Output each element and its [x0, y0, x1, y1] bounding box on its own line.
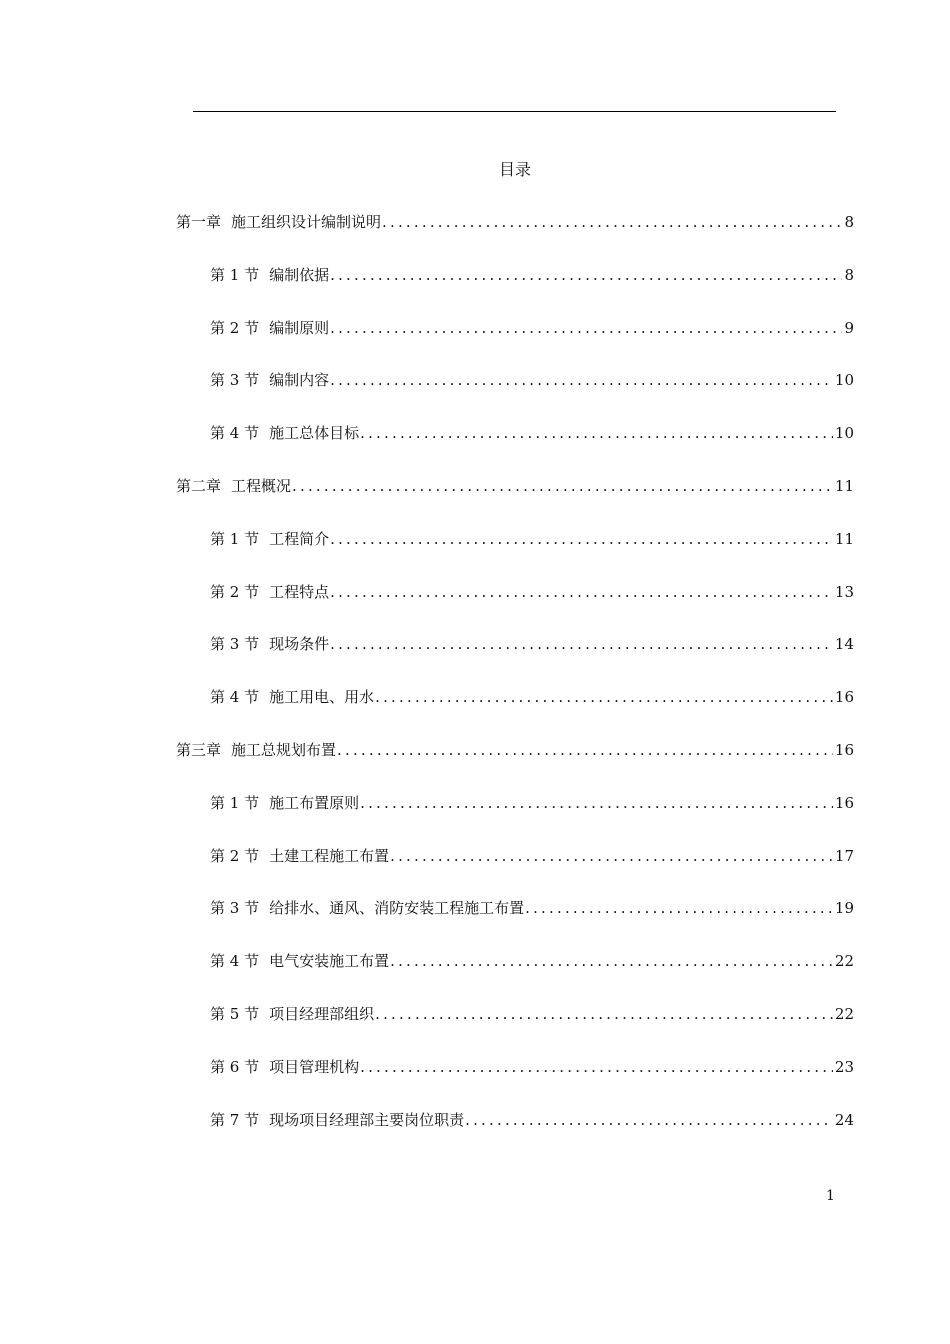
toc-entry-page: 16	[834, 741, 854, 759]
toc-dot-leader	[360, 1055, 833, 1079]
toc-entry-title: 施工用电、用水	[269, 688, 375, 707]
toc-entry-number: 第三章	[176, 741, 222, 759]
toc-entry-page: 23	[834, 1057, 854, 1076]
toc-entry-title: 电气安装施工布置	[269, 952, 390, 971]
toc-dot-leader	[382, 210, 842, 234]
toc-entry-page: 13	[834, 582, 854, 601]
toc-entry-number: 第 1 节	[210, 265, 260, 284]
header-rule	[193, 111, 836, 112]
toc-dot-leader	[375, 1002, 833, 1026]
toc-dot-leader	[330, 368, 833, 392]
toc-dot-leader	[292, 474, 833, 498]
toc-entry-title: 施工总体目标	[269, 424, 360, 443]
toc-chapter-entry[interactable]	[176, 738, 854, 762]
toc-entry-number: 第 2 节	[210, 846, 260, 865]
toc-dot-leader	[375, 685, 833, 709]
toc-section-entry[interactable]	[210, 1108, 854, 1132]
toc-entry-page: 14	[834, 635, 854, 654]
toc-entry-title: 施工组织设计编制说明	[231, 213, 382, 231]
toc-dot-leader	[337, 738, 833, 762]
toc-entry-page: 16	[834, 688, 854, 707]
page-number: 1	[826, 1188, 835, 1204]
toc-dot-leader	[330, 632, 833, 656]
toc-entry-page: 9	[844, 318, 854, 337]
toc-section-entry[interactable]	[210, 632, 854, 656]
toc-title: 目录	[498, 160, 531, 179]
toc-dot-leader	[330, 316, 842, 340]
toc-entry-number: 第 6 节	[210, 1057, 260, 1076]
toc-entry-page: 22	[834, 1005, 854, 1023]
toc-entry-page: 17	[834, 846, 854, 865]
toc-entry-number: 第 4 节	[210, 688, 260, 707]
toc-entry-page: 11	[834, 529, 854, 548]
toc-section-entry[interactable]	[210, 949, 854, 973]
toc-dot-leader	[390, 844, 833, 868]
toc-section-entry[interactable]	[210, 791, 854, 815]
toc-entry-title: 项目经理部组织	[269, 1005, 375, 1023]
toc-dot-leader	[330, 263, 842, 287]
toc-entry-title: 现场条件	[269, 635, 330, 654]
toc-section-entry[interactable]	[210, 316, 854, 340]
toc-section-entry[interactable]	[210, 896, 854, 920]
toc-entry-number: 第 3 节	[210, 371, 260, 390]
toc-section-entry[interactable]	[210, 421, 854, 445]
toc-entry-title: 施工总规划布置	[231, 741, 337, 759]
toc-entry-title: 工程概况	[231, 477, 292, 495]
toc-entry-number: 第 1 节	[210, 793, 260, 812]
toc-entry-page: 24	[834, 1110, 854, 1129]
toc-entry-number: 第 7 节	[210, 1110, 260, 1129]
toc-entry-page: 10	[834, 371, 854, 390]
toc-section-entry[interactable]	[210, 844, 854, 868]
toc-entry-title: 土建工程施工布置	[269, 846, 390, 865]
toc-entry-page: 22	[834, 952, 854, 971]
toc-entry-page: 16	[834, 793, 854, 812]
toc-section-entry[interactable]	[210, 527, 854, 551]
toc-entry-number: 第 5 节	[210, 1005, 260, 1023]
toc-entry-title: 给排水、通风、消防安装工程施工布置	[269, 899, 525, 918]
toc-entry-number: 第 2 节	[210, 582, 260, 601]
toc-entry-number: 第 3 节	[210, 899, 260, 918]
toc-entry-number: 第 4 节	[210, 952, 260, 971]
toc-entry-number: 第 2 节	[210, 318, 260, 337]
toc-section-entry[interactable]	[210, 263, 854, 287]
toc-dot-leader	[465, 1108, 833, 1132]
toc-entry-page: 8	[844, 265, 854, 284]
toc-entry-title: 现场项目经理部主要岗位职责	[269, 1110, 465, 1129]
toc-section-entry[interactable]	[210, 580, 854, 604]
toc-entry-page: 10	[834, 424, 854, 443]
toc-entry-number: 第 1 节	[210, 529, 260, 548]
toc-dot-leader	[330, 527, 833, 551]
toc-entry-number: 第 4 节	[210, 424, 260, 443]
toc-entry-title: 工程简介	[269, 529, 330, 548]
toc-chapter-entry[interactable]	[176, 474, 854, 498]
toc-dot-leader	[360, 791, 833, 815]
toc-entry-title: 编制依据	[269, 265, 330, 284]
toc-entry-number: 第一章	[176, 213, 222, 231]
toc-chapter-entry[interactable]	[176, 210, 854, 234]
toc-entry-page: 8	[844, 213, 854, 231]
toc-dot-leader	[330, 580, 833, 604]
toc-dot-leader	[360, 421, 833, 445]
toc-dot-leader	[390, 949, 833, 973]
toc-section-entry[interactable]	[210, 1002, 854, 1026]
toc-entry-page: 19	[834, 899, 854, 918]
toc-entry-title: 项目管理机构	[269, 1057, 360, 1076]
toc-section-entry[interactable]	[210, 685, 854, 709]
toc-entry-title: 施工布置原则	[269, 793, 360, 812]
toc-entry-title: 编制内容	[269, 371, 330, 390]
toc-entry-page: 11	[834, 477, 854, 495]
toc-section-entry[interactable]	[210, 1055, 854, 1079]
toc-entry-title: 工程特点	[269, 582, 330, 601]
toc-entry-number: 第二章	[176, 477, 222, 495]
toc-section-entry[interactable]	[210, 368, 854, 392]
toc-entry-title: 编制原则	[269, 318, 330, 337]
toc-entry-number: 第 3 节	[210, 635, 260, 654]
toc-dot-leader	[525, 896, 833, 920]
